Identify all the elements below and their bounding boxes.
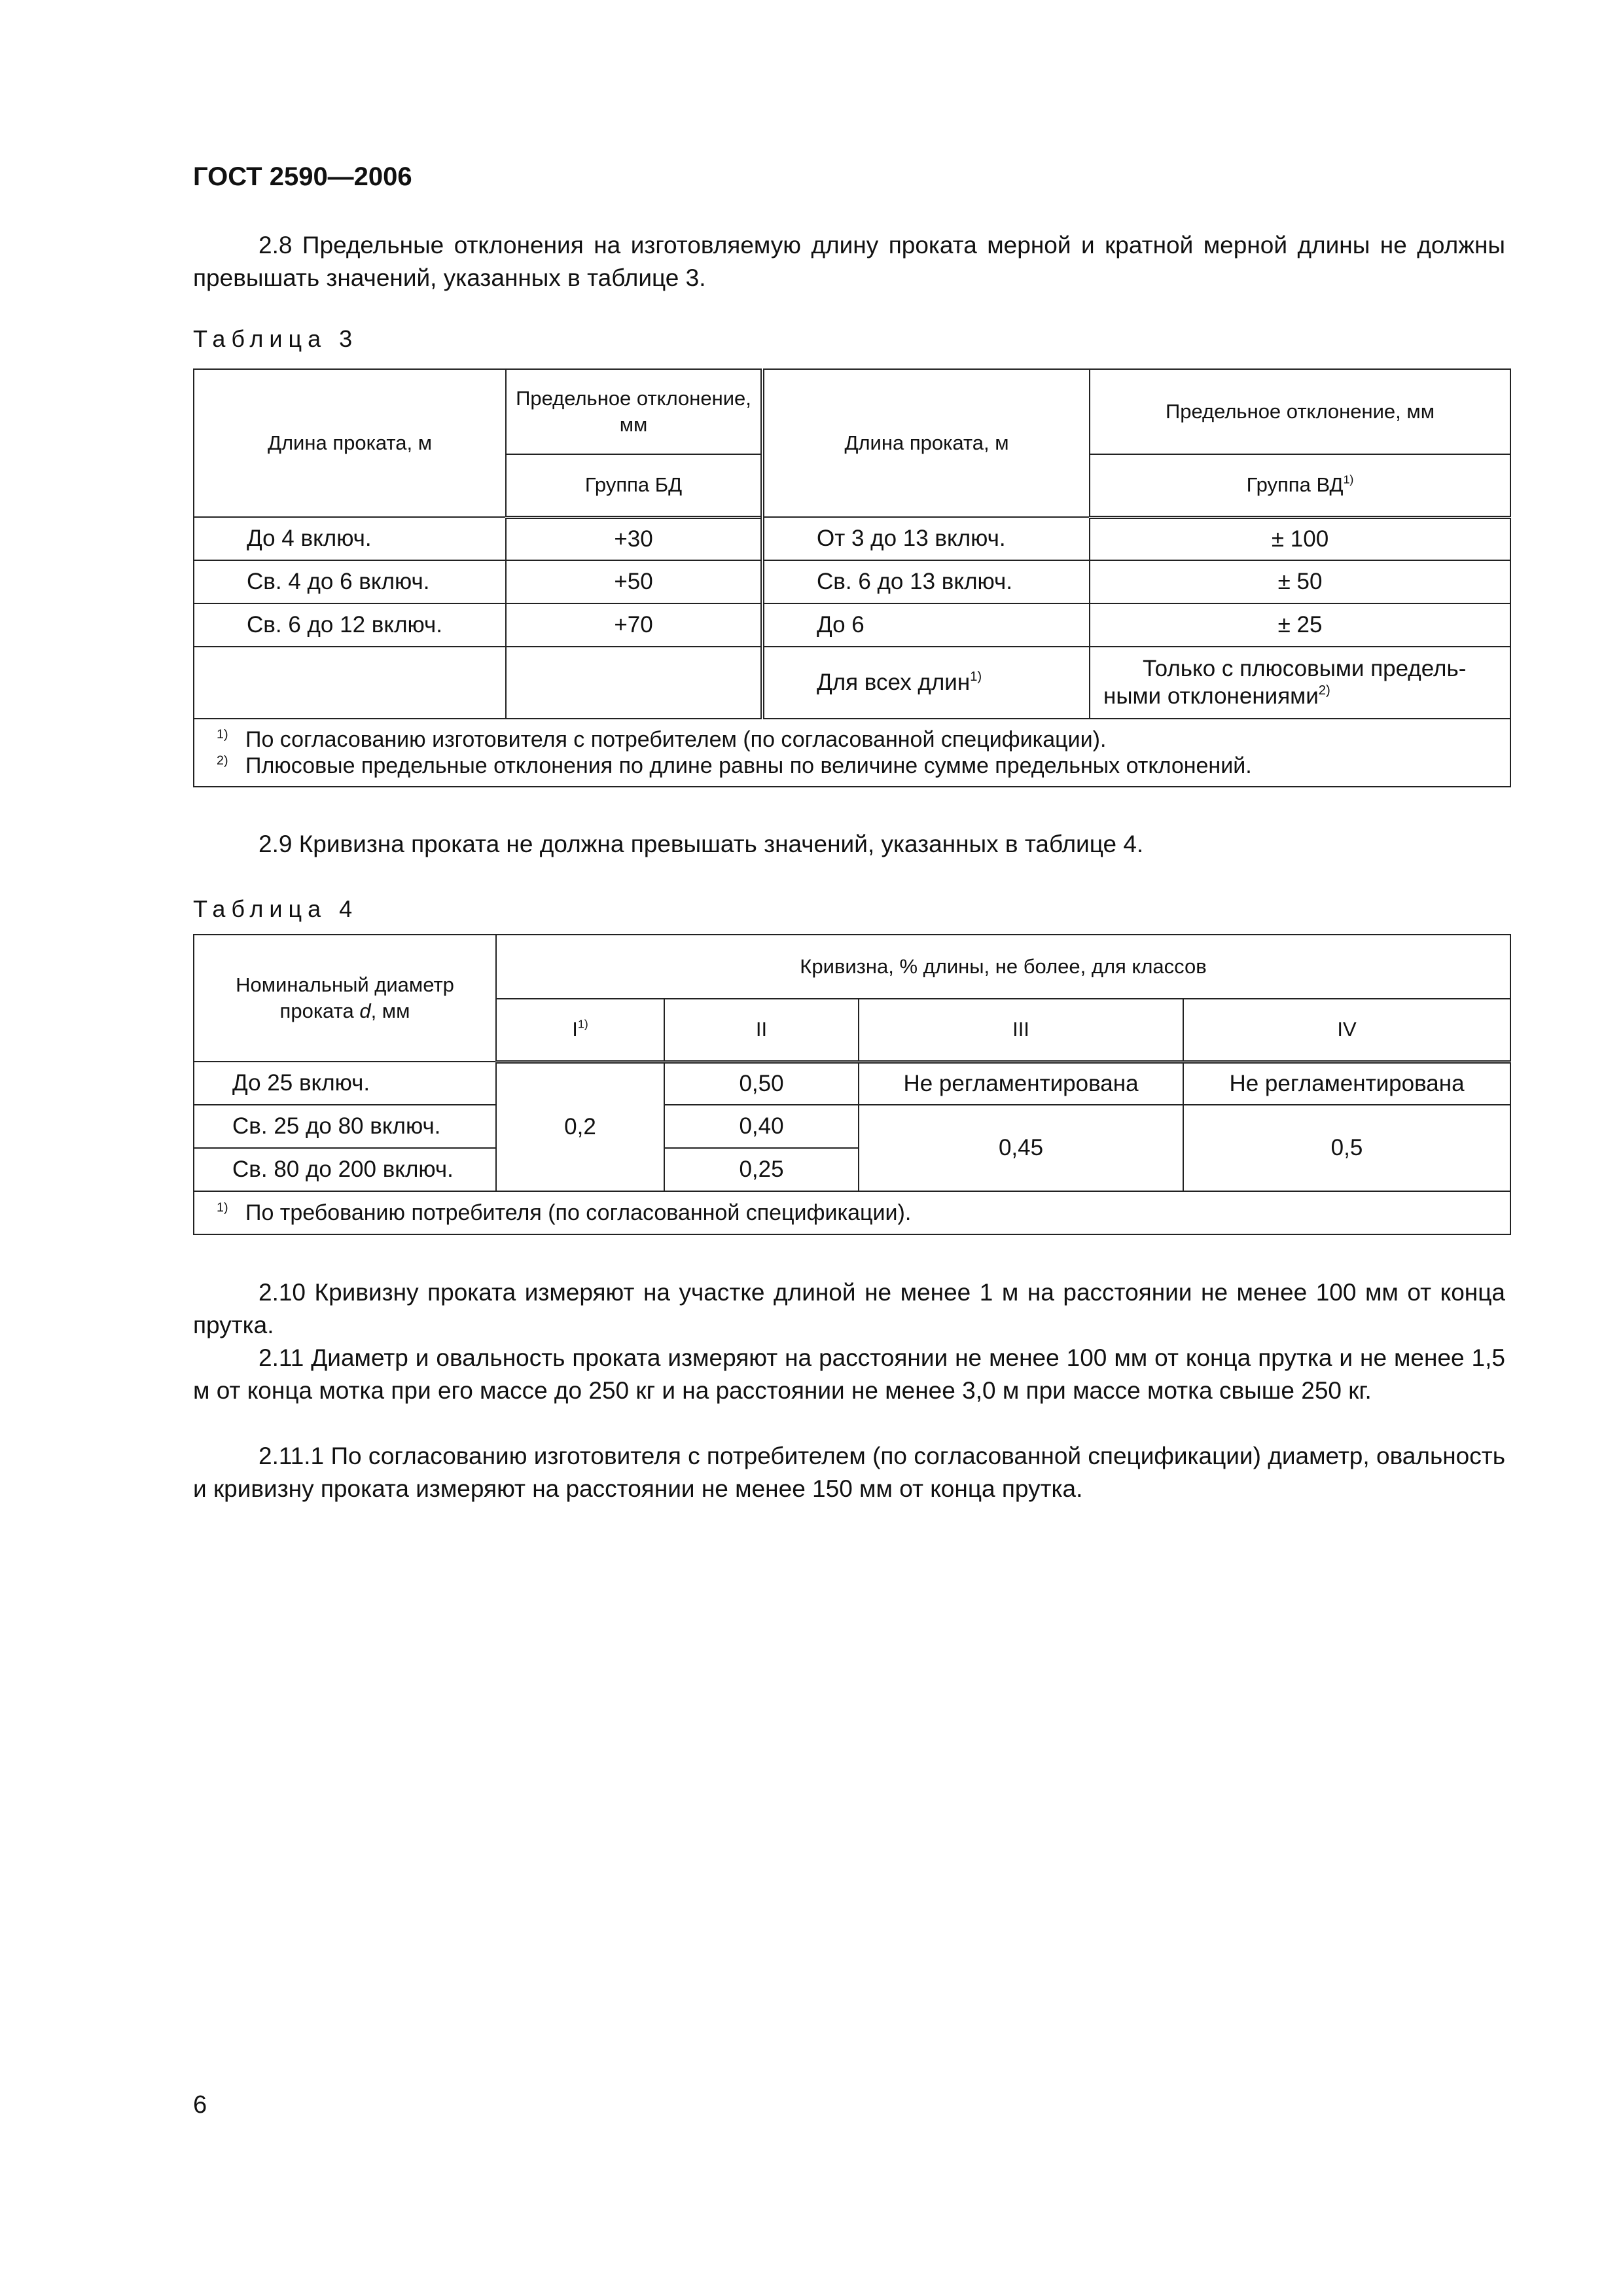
- t4-header-class-iv: IV: [1183, 999, 1510, 1062]
- t4-footnotes: [194, 1191, 1510, 1234]
- t3-cell: Св. 6 до 12 включ.: [194, 603, 506, 647]
- table-4: [193, 934, 1511, 1235]
- t3-cell: ± 25: [1090, 603, 1510, 647]
- t3-cell: [194, 647, 506, 719]
- document-header: ГОСТ 2590—2006: [193, 162, 412, 191]
- footnote: 2) Плюсовые предельные отклонения по длине равны по величине сумме предельных отклонений.: [217, 753, 1252, 778]
- table-4-caption: Таблица 4: [193, 895, 359, 922]
- page-number: 6: [193, 2091, 207, 2119]
- paragraph-2-11-1: 2.11.1 По согласованию изготовителя с потребителем (по согласованной спецификации) диаметр, овальность и кривизну проката измеряют на расстоянии не менее 150 мм от конца прутка.: [193, 1443, 1505, 1502]
- t4-cell-class-i-merged: 0,2: [496, 1062, 664, 1191]
- t3-cell: +30: [506, 517, 762, 560]
- footnote: 1) По согласованию изготовителя с потребителем (по согласованной спецификации).: [217, 727, 1107, 752]
- paragraph-2-10: 2.10 Кривизну проката измеряют на участке длиной не менее 1 м на расстоянии не менее 100 мм от конца прутка.: [193, 1279, 1505, 1338]
- t3-header-deviation-left: Предельное отклонение, мм: [506, 369, 762, 454]
- t4-cell: Не регламентирована: [1183, 1062, 1510, 1105]
- table-3-caption: Таблица 3: [193, 325, 359, 352]
- t3-cell: До 4 включ.: [194, 517, 506, 560]
- paragraph-2-11: 2.11 Диаметр и овальность проката измеряют на расстоянии не менее 100 мм от конца прутка и не менее 1,5 м от конца мотка при его массе до 250 кг и на расстоянии не менее 3,0 м при массе мотка свыше 250 кг.: [193, 1344, 1505, 1404]
- t4-cell: До 25 включ.: [194, 1062, 496, 1105]
- t4-cell: Не регламентирована: [859, 1062, 1183, 1105]
- t3-cell: Св. 4 до 6 включ.: [194, 560, 506, 603]
- t3-cell: До 6: [762, 603, 1090, 647]
- t3-cell: От 3 до 13 включ.: [762, 517, 1090, 560]
- t3-header-group-bd: Группа БД: [506, 454, 762, 517]
- t4-header-class-i: $I^{1)}$: [496, 999, 664, 1062]
- t3-cell: Только с плюсовыми предельными отклонениями$^{2)}$: [1090, 647, 1510, 719]
- t4-cell: Св. 80 до 200 включ.: [194, 1148, 496, 1191]
- t4-cell: 0,50: [664, 1062, 859, 1105]
- t3-cell: Для всех длин$^{1)}$: [762, 647, 1090, 719]
- t4-cell: 0,40: [664, 1105, 859, 1148]
- t4-cell: 0,25: [664, 1148, 859, 1191]
- table-3: [193, 368, 1511, 787]
- paragraph-2-9: 2.9 Кривизна проката не должна превышать значений, указанных в таблице 4.: [259, 831, 1144, 857]
- table-row: [194, 603, 1510, 647]
- paragraph-2-8: 2.8 Предельные отклонения на изготовляемую длину проката мерной и кратной мерной длины не должны превышать значений, указанных в таблице 3.: [193, 232, 1505, 291]
- t3-footnotes: [194, 719, 1510, 787]
- table-row: [194, 517, 1510, 560]
- t4-header-curvature: Кривизна, % длины, не более, для классов: [496, 935, 1510, 999]
- t3-header-length-right: Длина проката, м: [762, 369, 1090, 517]
- t3-header-length-left: Длина проката, м: [194, 369, 506, 517]
- table-row: [194, 1105, 1510, 1148]
- t4-header-diameter: Номинальный диаметр проката d, мм: [194, 935, 496, 1062]
- t3-cell: +50: [506, 560, 762, 603]
- t4-cell: Св. 25 до 80 включ.: [194, 1105, 496, 1148]
- t3-header-deviation-right: Предельное отклонение, мм: [1090, 369, 1510, 454]
- t3-cell: Св. 6 до 13 включ.: [762, 560, 1090, 603]
- t3-cell: ± 100: [1090, 517, 1510, 560]
- t3-cell: [506, 647, 762, 719]
- table-row: [194, 1062, 1510, 1105]
- footnote: 1) По требованию потребителя (по согласованной спецификации).: [217, 1200, 912, 1225]
- t3-header-group-vd: Группа ВД$^{1)}$: [1090, 454, 1510, 517]
- t3-cell: ± 50: [1090, 560, 1510, 603]
- table-row: [194, 647, 1510, 719]
- t4-cell-class-iv-merged: 0,5: [1183, 1105, 1510, 1191]
- t4-header-class-ii: II: [664, 999, 859, 1062]
- t4-cell-class-iii-merged: 0,45: [859, 1105, 1183, 1191]
- t4-header-class-iii: III: [859, 999, 1183, 1062]
- table-row: [194, 560, 1510, 603]
- t3-cell: +70: [506, 603, 762, 647]
